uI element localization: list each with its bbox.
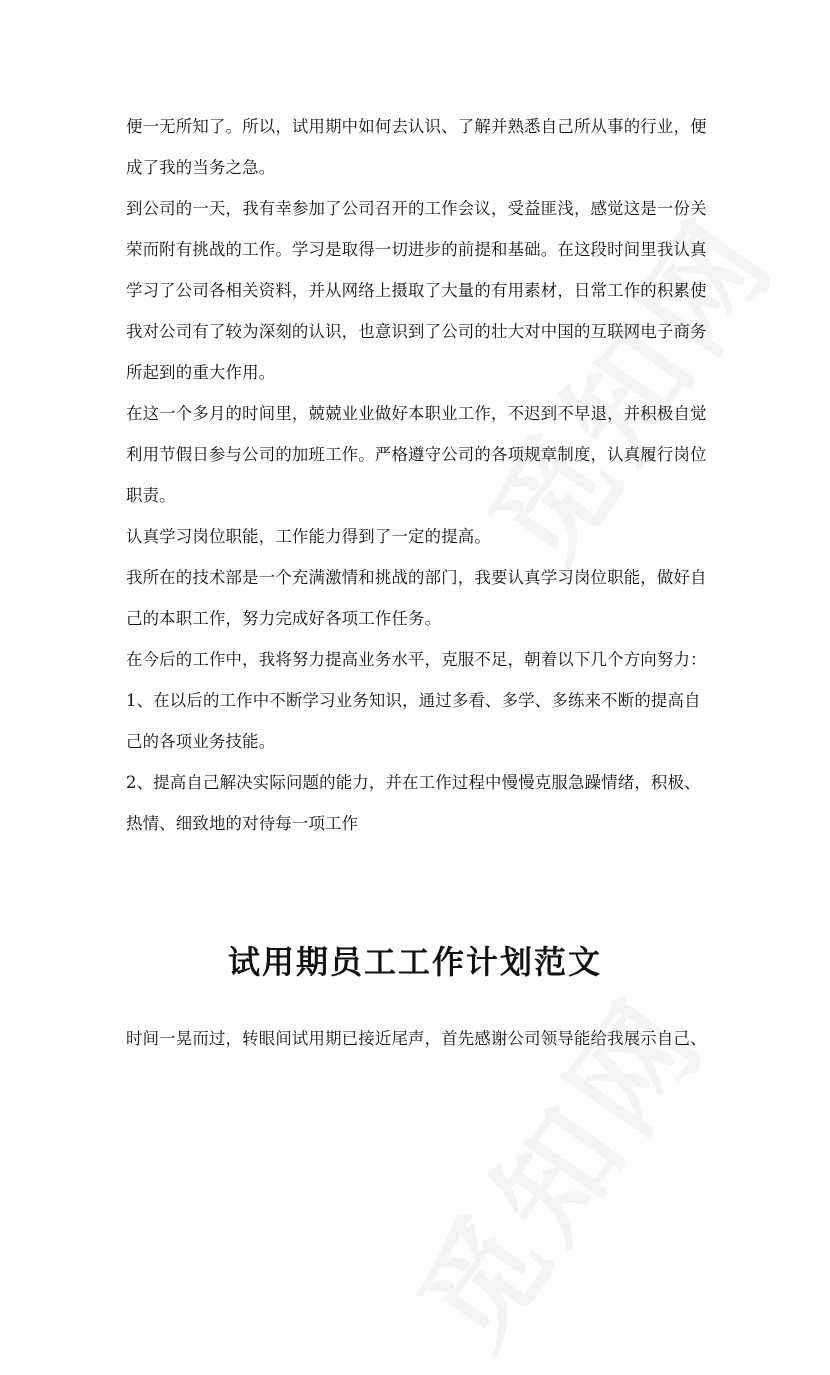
text-line: 成了我的当务之急。 (126, 158, 276, 177)
text-line: 荣而附有挑战的工作。学习是取得一切进步的前提和基础。在这段时间里我认真 (126, 240, 707, 259)
text-line: 时间一晃而过，转眼间试用期已接近尾声，首先感谢公司领导能给我展示自己、 (126, 1029, 707, 1048)
text-line: 热情、细致地的对待每一项工作 (126, 814, 359, 833)
section-title: 试用期员工工作计划范文 (227, 943, 602, 981)
text-line: 己的本职工作，努力完成好各项工作任务。 (126, 609, 442, 628)
text-line: 所起到的重大作用。 (126, 363, 276, 382)
text-line: 认真学习岗位职能，工作能力得到了一定的提高。 (126, 527, 491, 546)
text-line: 职责。 (126, 486, 176, 505)
text-line: 在这一个多月的时间里，兢兢业业做好本职业工作，不迟到不早退，并积极自觉 (126, 404, 707, 423)
text-line: 便一无所知了。所以，试用期中如何去认识、了解并熟悉自己所从事的行业，便 (126, 117, 707, 136)
body-text-lower (126, 1018, 712, 1059)
text-line: 2、提高自己解决实际问题的能力，并在工作过程中慢慢克服急躁情绪，积极、 (126, 773, 701, 792)
text-line: 在今后的工作中，我将努力提高业务水平，克服不足，朝着以下几个方向努力： (126, 650, 707, 669)
text-line: 己的各项业务技能。 (126, 732, 276, 751)
text-line: 到公司的一天，我有幸参加了公司召开的工作会议，受益匪浅，感觉这是一份关 (126, 199, 707, 218)
text-line: 我对公司有了较为深刻的认识，也意识到了公司的壮大对中国的互联网电子商务 (126, 322, 707, 341)
text-line: 1、在以后的工作中不断学习业务知识，通过多看、多学、多练来不断的提高自 (126, 691, 701, 710)
body-text-upper (126, 106, 712, 844)
text-line: 利用节假日参与公司的加班工作。严格遵守公司的各项规章制度，认真履行岗位 (126, 445, 707, 464)
text-line: 学习了公司各相关资料，并从网络上摄取了大量的有用素材，日常工作的积累使 (126, 281, 707, 300)
text-line: 我所在的技术部是一个充满激情和挑战的部门，我要认真学习岗位职能，做好自 (126, 568, 707, 587)
